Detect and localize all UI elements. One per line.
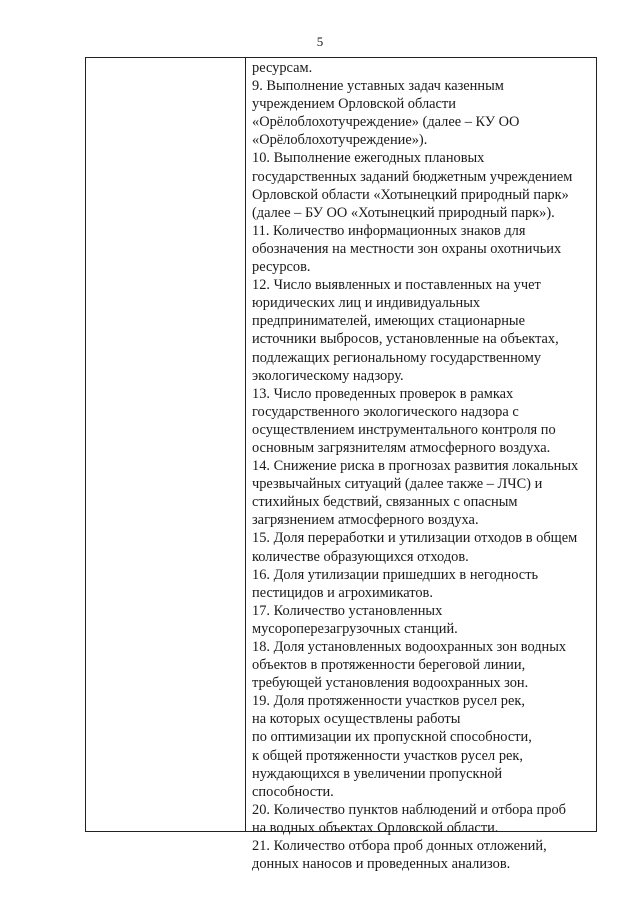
- text-line: 9. Выполнение уставных задач казенным: [252, 78, 504, 95]
- text-line: Орловской области «Хотынецкий природный парк»: [252, 186, 569, 203]
- text-line: на которых осуществлены работы: [252, 711, 461, 728]
- text-line: 10. Выполнение ежегодных плановых: [252, 150, 485, 167]
- text-line: источники выбросов, установленные на объектах,: [252, 331, 559, 348]
- text-line: учреждением Орловской области: [252, 96, 456, 113]
- text-line: предпринимателей, имеющих стационарные: [252, 313, 525, 330]
- text-line: 13. Число проведенных проверок в рамках: [252, 385, 514, 402]
- text-line: 16. Доля утилизации пришедших в негодность: [252, 566, 539, 583]
- table-left-column: [86, 58, 246, 831]
- text-line: мусороперезагрузочных станций.: [252, 620, 458, 637]
- text-line: донных наносов и проведенных анализов.: [252, 856, 511, 873]
- text-line: обозначения на местности зон охраны охотничьих: [252, 240, 562, 257]
- page-number: 5: [316, 34, 324, 49]
- text-line: объектов в протяженности береговой линии,: [252, 657, 526, 674]
- text-line: государственных заданий бюджетным учреждением: [252, 168, 573, 185]
- text-line: юридических лиц и индивидуальных: [252, 295, 481, 312]
- text-line: стихийных бедствий, связанных с опасным: [252, 494, 518, 511]
- text-line: ресурсам.: [252, 60, 313, 76]
- text-line: нуждающихся в увеличении пропускной: [252, 765, 503, 782]
- text-line: пестицидов и агрохимикатов.: [252, 584, 433, 601]
- text-line: 19. Доля протяженности участков русел рек,: [252, 693, 525, 710]
- text-line: на водных объектах Орловской области.: [252, 819, 499, 836]
- text-line: загрязнением атмосферного воздуха.: [252, 512, 479, 529]
- text-line: осуществлением инструментального контроля по: [252, 421, 556, 438]
- text-line: чрезвычайных ситуаций (далее также – ЛЧС) и: [252, 476, 543, 493]
- text-line: экологическому надзору.: [252, 367, 404, 384]
- text-line: «Орёлоблохотучреждение» (далее – КУ ОО: [252, 114, 520, 131]
- text-line: по оптимизации их пропускной способности,: [252, 729, 532, 746]
- text-line: (далее – БУ ОО «Хотынецкий природный парк»).: [252, 204, 555, 221]
- table-right-column: [252, 59, 592, 873]
- text-line: 18. Доля установленных водоохранных зон водных: [252, 639, 567, 655]
- text-line: к общей протяженности участков русел рек,: [252, 747, 524, 764]
- text-line: количестве образующихся отходов.: [252, 548, 469, 565]
- text-line: основным загрязнителям атмосферного воздуха.: [252, 439, 551, 456]
- text-line: «Орёлоблохотучреждение»).: [252, 132, 428, 149]
- text-line: 12. Число выявленных и поставленных на учет: [252, 277, 541, 294]
- text-line: способности.: [252, 783, 334, 800]
- text-line: государственного экологического надзора с: [252, 403, 519, 420]
- text-line: подлежащих региональному государственному: [252, 349, 542, 366]
- text-line: 21. Количество отбора проб донных отложений,: [252, 838, 547, 855]
- text-line: 17. Количество установленных: [252, 602, 443, 619]
- text-line: 20. Количество пунктов наблюдений и отбора проб: [252, 801, 566, 818]
- text-line: 11. Количество информационных знаков для: [252, 222, 526, 239]
- text-line: ресурсов.: [252, 259, 311, 276]
- text-line: 15. Доля переработки и утилизации отходов в общем: [252, 530, 578, 547]
- text-line: 14. Снижение риска в прогнозах развития локальных: [252, 458, 579, 475]
- indicators-table: [85, 57, 597, 873]
- text-line: требующей установления водоохранных зон.: [252, 675, 529, 692]
